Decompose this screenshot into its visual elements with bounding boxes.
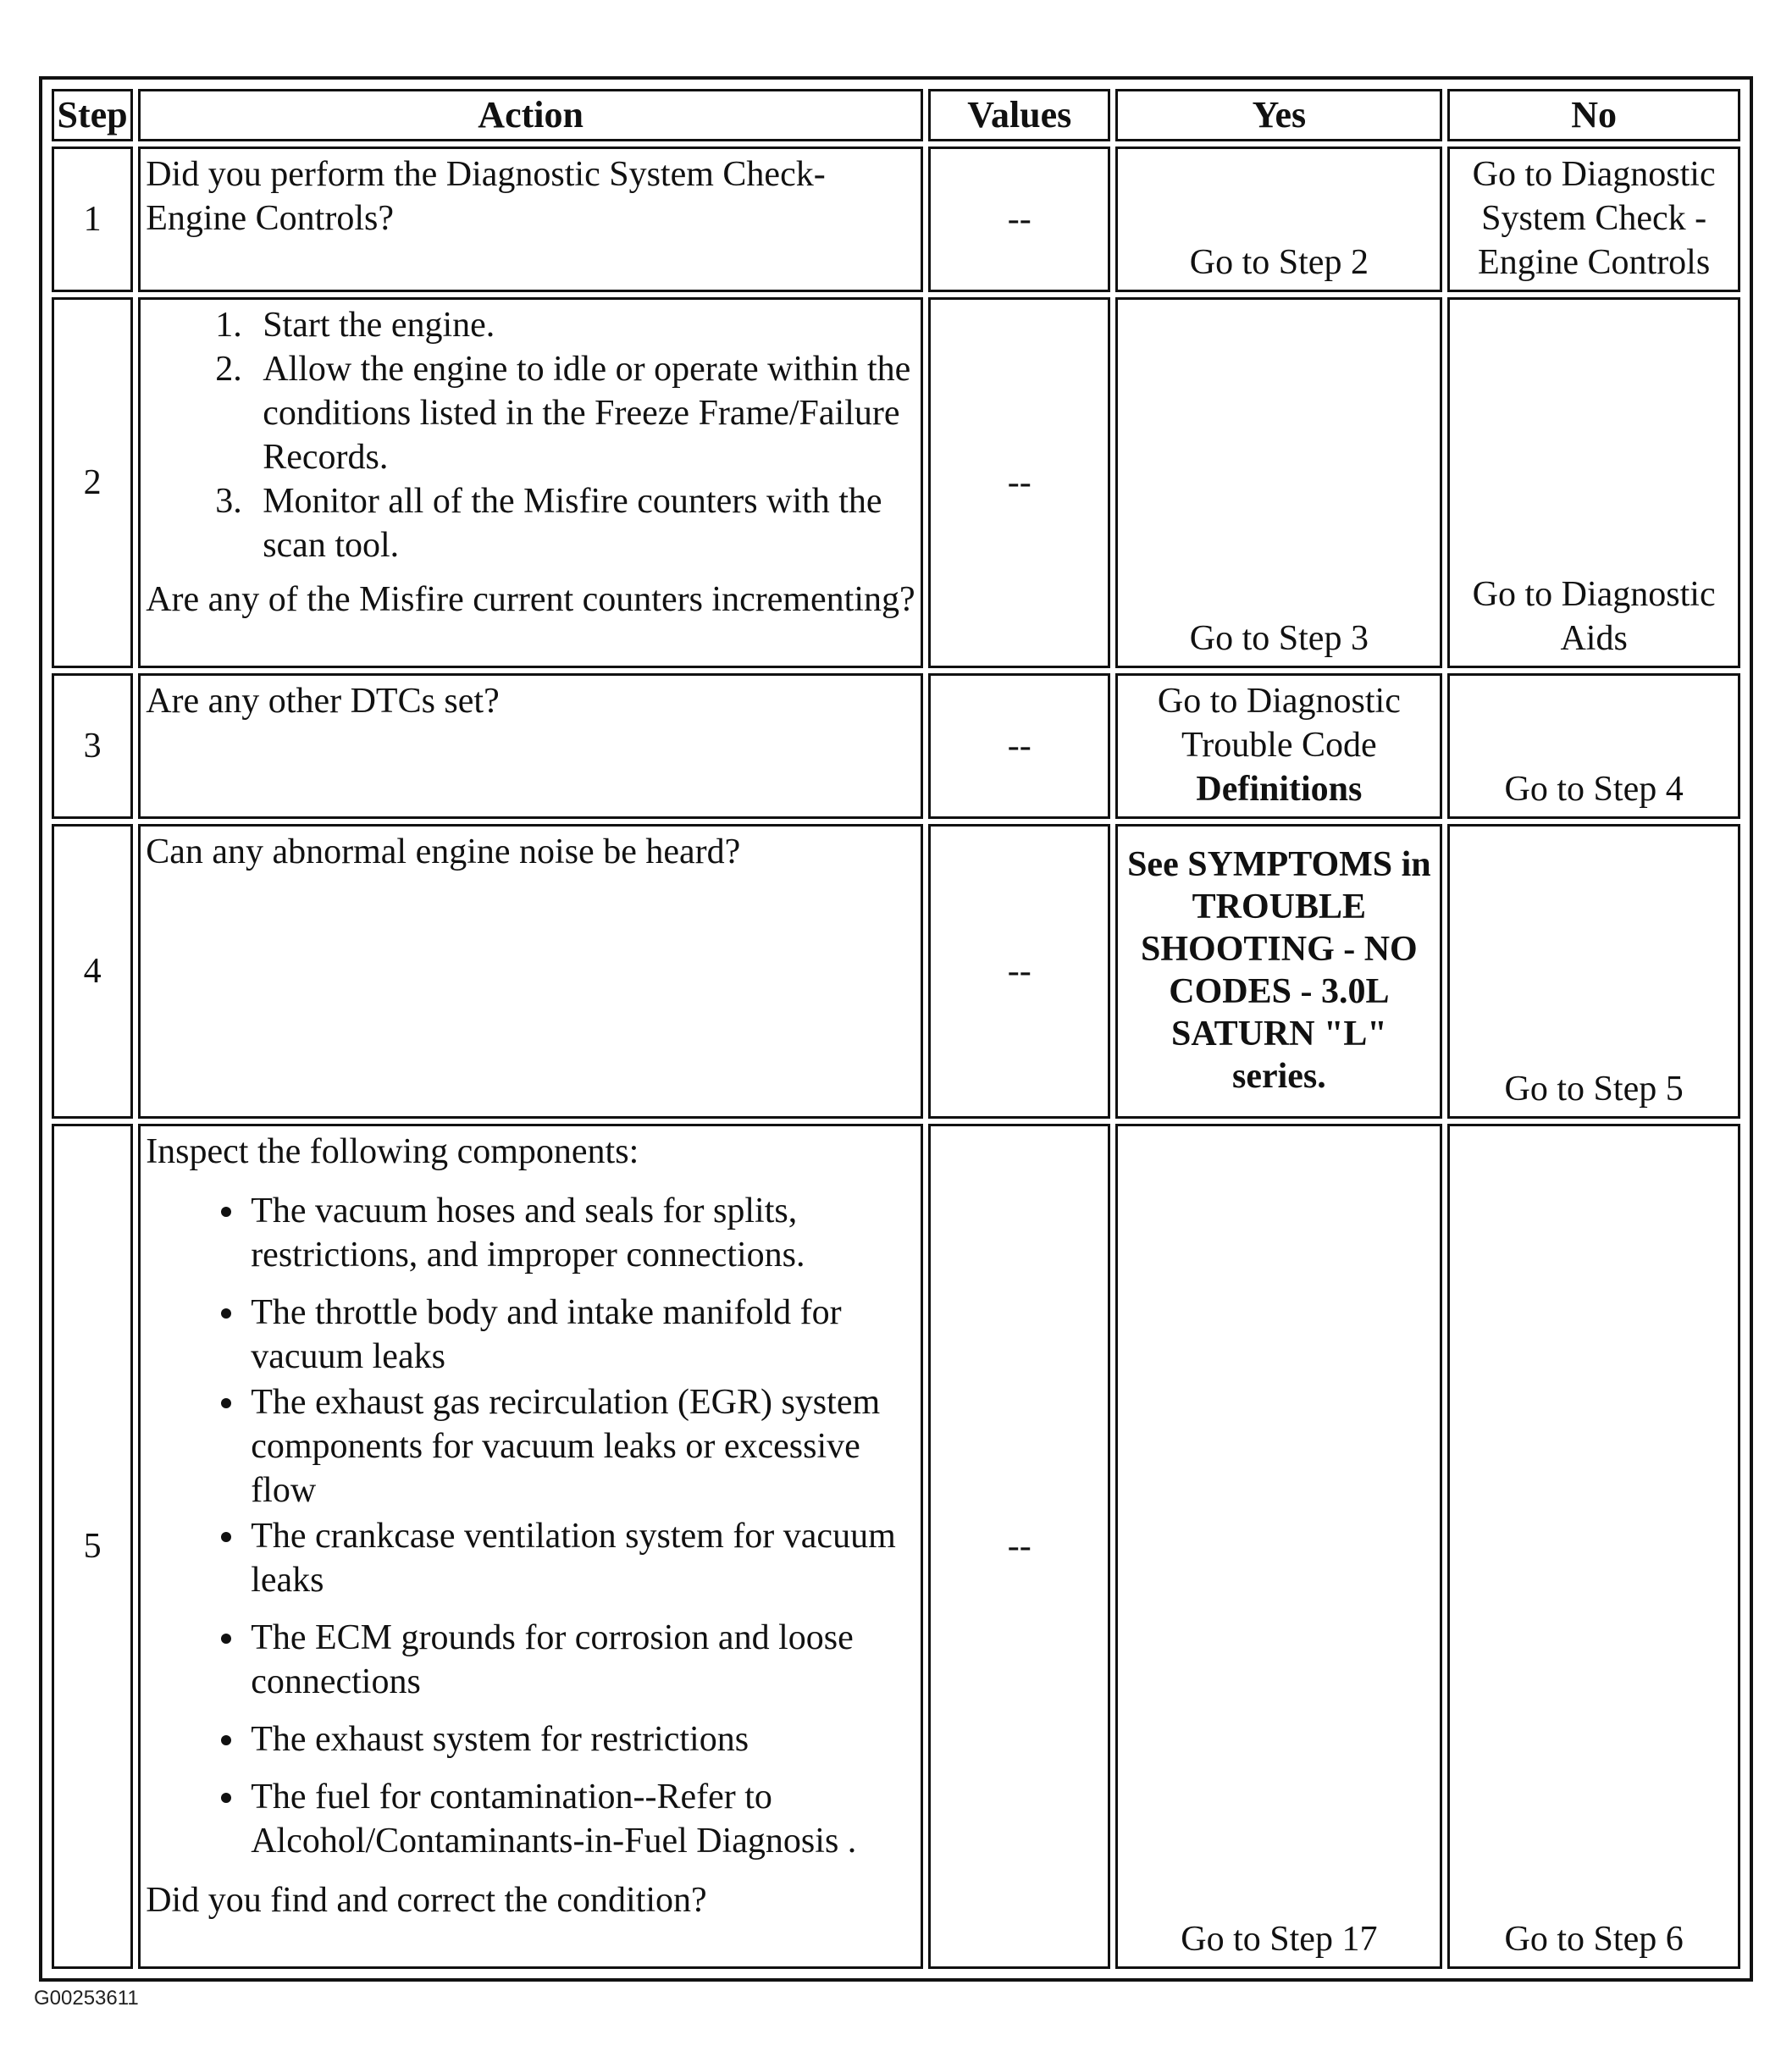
values-cell: -- — [928, 1124, 1110, 1969]
no-cell: Go to Step 5 — [1447, 824, 1740, 1119]
no-cell: Go to Diagnostic Aids — [1447, 297, 1740, 668]
action-cell: Can any abnormal engine noise be heard? — [138, 824, 923, 1119]
values-cell: -- — [928, 297, 1110, 668]
table-row — [52, 147, 1740, 292]
action-question: Are any of the Misfire current counters incrementing? — [146, 580, 915, 619]
list-item: • The fuel for contamination--Refer to Alcohol/Contaminants-in-Fuel Diagnosis . — [247, 1775, 915, 1863]
values-cell: -- — [928, 147, 1110, 292]
action-question: Did you find and correct the condition? — [146, 1881, 707, 1920]
header-step: Step — [52, 89, 133, 141]
diagnostic-table-frame — [39, 76, 1753, 1982]
action-steps-list — [146, 303, 915, 567]
no-cell: Go to Step 4 — [1447, 673, 1740, 819]
action-cell — [138, 1124, 923, 1969]
yes-cell-line: Go to Diagnostic Trouble Code — [1157, 682, 1401, 765]
header-no: No — [1447, 89, 1740, 141]
list-item: • The throttle body and intake manifold for vacuum leaks — [247, 1291, 915, 1379]
list-item: • The vacuum hoses and seals for splits, restrictions, and improper connections. — [247, 1189, 915, 1277]
no-cell: Go to Step 6 — [1447, 1124, 1740, 1969]
list-item: 3. Monitor all of the Misfire counters with the scan tool. — [251, 479, 915, 567]
list-item: • The crankcase ventilation system for vacuum leaks — [247, 1514, 915, 1602]
step-number: 5 — [52, 1124, 133, 1969]
action-cell: Are any other DTCs set? — [138, 673, 923, 819]
no-cell: Go to Diagnostic System Check - Engine Controls — [1447, 147, 1740, 292]
header-values: Values — [928, 89, 1110, 141]
header-yes: Yes — [1115, 89, 1442, 141]
figure-id: G00253611 — [34, 1987, 139, 2010]
action-intro: Inspect the following components: — [146, 1132, 639, 1171]
inspection-list — [146, 1189, 915, 1863]
list-item: 2. Allow the engine to idle or operate within the conditions listed in the Freeze Frame/Failure Records. — [251, 347, 915, 479]
list-item: • The exhaust system for restrictions — [247, 1717, 915, 1761]
list-item: 1. Start the engine. — [251, 303, 915, 347]
table-row — [52, 1124, 1740, 1969]
yes-cell-line-bold: Definitions — [1196, 770, 1363, 809]
list-item: • The ECM grounds for corrosion and loose connections — [247, 1616, 915, 1704]
list-item: • The exhaust gas recirculation (EGR) system components for vacuum leaks or excessive flow — [247, 1380, 915, 1512]
step-number: 2 — [52, 297, 133, 668]
yes-cell: Go to Step 2 — [1115, 147, 1442, 292]
table-row — [52, 824, 1740, 1119]
action-cell: Did you perform the Diagnostic System Check-Engine Controls? — [138, 147, 923, 292]
table-row — [52, 673, 1740, 819]
yes-cell — [1115, 673, 1442, 819]
yes-cell: Go to Step 3 — [1115, 297, 1442, 668]
step-number: 1 — [52, 147, 133, 292]
values-cell: -- — [928, 673, 1110, 819]
step-number: 4 — [52, 824, 133, 1119]
diagnostic-table — [47, 84, 1745, 1974]
values-cell: -- — [928, 824, 1110, 1119]
header-row — [52, 89, 1740, 141]
step-number: 3 — [52, 673, 133, 819]
header-action: Action — [138, 89, 923, 141]
table-row — [52, 297, 1740, 668]
yes-cell: See SYMPTOMS in TROUBLE SHOOTING - NO CODES - 3.0L SATURN "L" series. — [1115, 824, 1442, 1119]
action-cell — [138, 297, 923, 668]
yes-cell: Go to Step 17 — [1115, 1124, 1442, 1969]
